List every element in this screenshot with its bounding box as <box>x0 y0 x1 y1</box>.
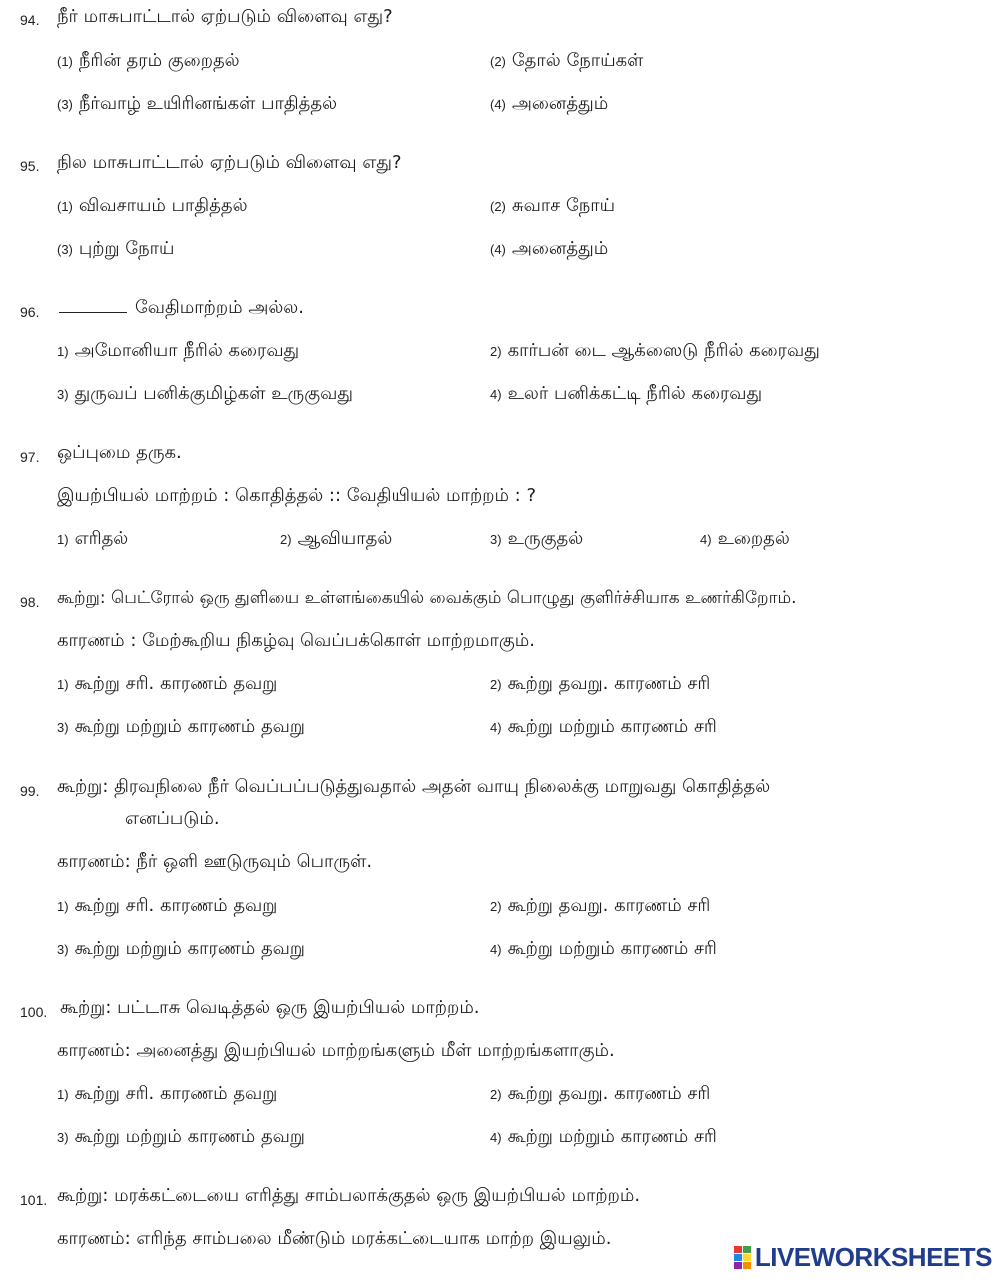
q94-option-2[interactable] <box>490 50 643 73</box>
option-number: (3) <box>57 242 73 257</box>
q97-analogy: இயற்பியல் மாற்றம் : கொதித்தல் :: வேதியியல் மாற்றம் : ? <box>57 485 536 506</box>
option-text: எரிதல் <box>74 528 129 549</box>
option-number: (1) <box>57 54 73 69</box>
option-number: (4) <box>490 242 506 257</box>
option-number: 4) <box>490 387 502 402</box>
q96-option-4[interactable] <box>490 383 762 406</box>
option-text: உலர் பனிக்கட்டி நீரில் கரைவது <box>507 383 763 404</box>
q100-option-3[interactable] <box>57 1126 305 1149</box>
option-number: 2) <box>490 677 502 692</box>
q96-number: 96. <box>20 304 40 320</box>
q96-text: வேதிமாற்றம் அல்ல. <box>135 297 304 318</box>
option-number: 4) <box>490 1130 502 1145</box>
q94-number: 94. <box>20 12 40 28</box>
option-number: 3) <box>57 942 69 957</box>
option-text: நீரின் தரம் குறைதல் <box>78 50 240 71</box>
option-number: 3) <box>57 720 69 735</box>
option-text: கூற்று தவறு. காரணம் சரி <box>507 895 711 916</box>
option-text: தோல் நோய்கள் <box>511 50 644 71</box>
option-text: அமோனியா நீரில் கரைவது <box>74 340 300 361</box>
q100-reason: காரணம்: அனைத்து இயற்பியல் மாற்றங்களும் மீள் மாற்றங்களாகும். <box>57 1040 615 1061</box>
option-number: 1) <box>57 344 69 359</box>
q101-number: 101. <box>20 1192 48 1208</box>
option-text: கூற்று மற்றும் காரணம் தவறு <box>74 1126 305 1147</box>
q98-option-2[interactable] <box>490 673 710 696</box>
option-number: 4) <box>490 942 502 957</box>
q96-option-1[interactable] <box>57 340 299 363</box>
q99-option-3[interactable] <box>57 938 305 961</box>
q95-option-4[interactable] <box>490 238 608 261</box>
option-number: 2) <box>490 1087 502 1102</box>
q94-option-3[interactable] <box>57 93 337 116</box>
q97-option-4[interactable] <box>700 528 790 551</box>
q97-option-2[interactable] <box>280 528 392 551</box>
q100-text: கூற்று: பட்டாசு வெடித்தல் ஒரு இயற்பியல் மாற்றம். <box>60 997 480 1018</box>
q98-option-1[interactable] <box>57 673 277 696</box>
q99-text: கூற்று: திரவநிலை நீர் வெப்பப்படுத்துவதால் அதன் வாயு நிலைக்கு மாறுவது கொதித்தல் <box>57 776 771 797</box>
q95-option-1[interactable] <box>57 195 248 218</box>
option-number: 1) <box>57 1087 69 1102</box>
q99-number: 99. <box>20 783 40 799</box>
option-text: ஆவியாதல் <box>297 528 393 549</box>
q100-number: 100. <box>20 1004 48 1020</box>
q97-text: ஒப்புமை தருக. <box>57 442 182 463</box>
q99-option-4[interactable] <box>490 938 717 961</box>
option-text: கூற்று சரி. காரணம் தவறு <box>74 673 278 694</box>
q99-text-continued: எனப்படும். <box>125 808 220 829</box>
option-text: கார்பன் டை ஆக்ஸைடு நீரில் கரைவது <box>507 340 820 361</box>
option-text: அனைத்தும் <box>511 238 609 259</box>
option-number: 1) <box>57 532 69 547</box>
q94-option-1[interactable] <box>57 50 240 73</box>
option-number: 1) <box>57 899 69 914</box>
q98-number: 98. <box>20 594 40 610</box>
liveworksheets-logo-icon <box>734 1246 751 1269</box>
option-number: (2) <box>490 54 506 69</box>
q100-option-4[interactable] <box>490 1126 717 1149</box>
q96-text-line <box>57 297 304 319</box>
option-text: உறைதல் <box>717 528 790 549</box>
option-text: கூற்று சரி. காரணம் தவறு <box>74 1083 278 1104</box>
option-number: 1) <box>57 677 69 692</box>
option-number: (4) <box>490 97 506 112</box>
option-text: கூற்று மற்றும் காரணம் சரி <box>507 716 717 737</box>
q101-reason: காரணம்: எரிந்த சாம்பலை மீண்டும் மரக்கட்டையாக மாற்ற இயலும். <box>57 1228 612 1249</box>
option-number: (2) <box>490 199 506 214</box>
q99-reason: காரணம்: நீர் ஒளி ஊடுருவும் பொருள். <box>57 851 373 872</box>
q98-reason: காரணம் : மேற்கூறிய நிகழ்வு வெப்பக்கொள் மாற்றமாகும். <box>57 630 535 651</box>
option-number: 4) <box>700 532 712 547</box>
q98-text: கூற்று: பெட்ரோல் ஒரு துளியை உள்ளங்கையில் வைக்கும் பொழுது குளிர்ச்சியாக உணர்கிறோம். <box>57 588 797 608</box>
option-text: உருகுதல் <box>507 528 584 549</box>
option-number: 3) <box>490 532 502 547</box>
option-number: 3) <box>57 387 69 402</box>
option-text: கூற்று மற்றும் காரணம் சரி <box>507 1126 717 1147</box>
option-number: 3) <box>57 1130 69 1145</box>
q100-option-1[interactable] <box>57 1083 277 1106</box>
q95-option-2[interactable] <box>490 195 615 218</box>
q95-option-3[interactable] <box>57 238 174 261</box>
option-text: நீர்வாழ் உயிரினங்கள் பாதித்தல் <box>78 93 338 114</box>
option-text: துருவப் பனிக்குமிழ்கள் உருகுவது <box>74 383 353 404</box>
option-number: 2) <box>490 344 502 359</box>
option-text: கூற்று தவறு. காரணம் சரி <box>507 673 711 694</box>
option-text: அனைத்தும் <box>511 93 609 114</box>
q98-option-4[interactable] <box>490 716 717 739</box>
q94-text: நீர் மாசுபாட்டால் ஏற்படும் விளைவு எது? <box>57 6 393 27</box>
fill-in-blank <box>59 298 127 313</box>
q99-option-2[interactable] <box>490 895 710 918</box>
option-number: 4) <box>490 720 502 735</box>
option-number: 2) <box>490 899 502 914</box>
q97-number: 97. <box>20 449 40 465</box>
option-text: கூற்று தவறு. காரணம் சரி <box>507 1083 711 1104</box>
q97-option-3[interactable] <box>490 528 583 551</box>
q96-option-2[interactable] <box>490 340 820 363</box>
option-text: கூற்று மற்றும் காரணம் சரி <box>507 938 717 959</box>
option-text: கூற்று மற்றும் காரணம் தவறு <box>74 716 305 737</box>
option-number: 2) <box>280 532 292 547</box>
option-text: கூற்று மற்றும் காரணம் தவறு <box>74 938 305 959</box>
q101-text: கூற்று: மரக்கட்டையை எரித்து சாம்பலாக்குதல் ஒரு இயற்பியல் மாற்றம். <box>57 1185 641 1206</box>
q95-text: நில மாசுபாட்டால் ஏற்படும் விளைவு எது? <box>57 152 402 173</box>
option-text: சுவாச நோய் <box>511 195 616 216</box>
option-text: கூற்று சரி. காரணம் தவறு <box>74 895 278 916</box>
q98-option-3[interactable] <box>57 716 305 739</box>
liveworksheets-wordmark: LIVEWORKSHEETS <box>754 1242 992 1272</box>
q97-option-1[interactable] <box>57 528 128 551</box>
q100-option-2[interactable] <box>490 1083 710 1106</box>
q99-option-1[interactable] <box>57 895 277 918</box>
q94-option-4[interactable] <box>490 93 608 116</box>
option-number: (1) <box>57 199 73 214</box>
q95-number: 95. <box>20 158 40 174</box>
option-number: (3) <box>57 97 73 112</box>
option-text: விவசாயம் பாதித்தல் <box>78 195 248 216</box>
q96-option-3[interactable] <box>57 383 353 406</box>
option-text: புற்று நோய் <box>78 238 175 259</box>
liveworksheets-logo[interactable] <box>734 1242 992 1273</box>
